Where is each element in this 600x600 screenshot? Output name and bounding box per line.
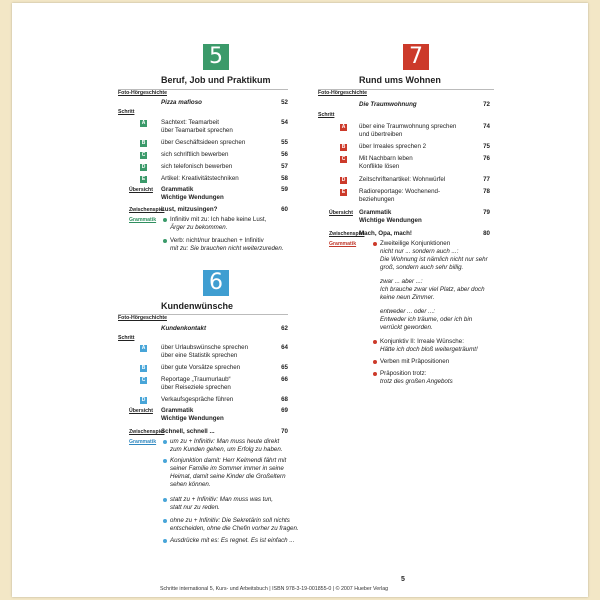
schritt-a-line1: Sachtext: Teamarbeit bbox=[161, 119, 220, 126]
uebersicht-line2: Wichtige Wendungen bbox=[161, 415, 224, 422]
lesson-5-title: Beruf, Job und Praktikum bbox=[161, 75, 271, 85]
zwischenspiel-page: 80 bbox=[483, 230, 490, 237]
schritt-a-line2: über Teamarbeit sprechen bbox=[161, 127, 233, 134]
schritt-c-line1: Mit Nachbarn leben bbox=[359, 155, 413, 162]
schritt-d-line1: sich telefonisch bewerben bbox=[161, 163, 233, 170]
schritt-c-icon: C bbox=[141, 152, 146, 158]
uebersicht-line2: Wichtige Wendungen bbox=[359, 217, 422, 224]
uebersicht-line1: Grammatik bbox=[161, 186, 194, 193]
grammatik-6-3-line2: statt nur zu reden. bbox=[170, 504, 220, 511]
schritt-e-icon: E bbox=[141, 176, 146, 182]
schritt-a-icon: A bbox=[141, 120, 146, 126]
zwischenspiel-label: Zwischenspiel bbox=[329, 231, 365, 237]
schritt-d-line1: Verkaufsgespräche führen bbox=[161, 396, 234, 403]
grammatik-7-1-line1: Zweiteilige Konjunktionen bbox=[380, 240, 451, 247]
bullet-icon bbox=[373, 242, 377, 246]
grammatik-label: Grammatik bbox=[329, 241, 357, 247]
page bbox=[12, 3, 588, 597]
foto-title: Kundenkontakt bbox=[161, 325, 207, 332]
schritt-c-page: 66 bbox=[281, 376, 288, 383]
grammatik-5-1-line2: Ärger zu bekommen. bbox=[170, 224, 228, 231]
grammatik-7-1-line3: Die Wohnung ist nämlich nicht nur sehr bbox=[380, 256, 488, 263]
uebersicht-label: Übersicht bbox=[129, 187, 153, 193]
schritt-a-line2: über eine Statistik sprechen bbox=[161, 352, 238, 359]
footer-text: Schritte international 5, Kurs- und Arbeitsbuch | ISBN 978-3-19-001855-0 | © 2007 Hueber Verlag bbox=[160, 586, 389, 592]
foto-label: Foto-Hörgeschichte bbox=[318, 90, 367, 96]
grammatik-6-3-line1: statt zu + Infinitiv: Man muss was tun, bbox=[170, 496, 273, 503]
grammatik-7-1-line5: zwar ... aber ...: bbox=[380, 278, 423, 285]
uebersicht-page: 59 bbox=[281, 186, 288, 193]
schritt-e-line1: Artikel: Kreativitätstechniken bbox=[161, 175, 239, 182]
schritt-a-icon: A bbox=[341, 124, 346, 130]
grammatik-7-2-line2: Hätte ich doch bloß weitergeträumt! bbox=[380, 346, 478, 353]
grammatik-6-2-line4: sehen können. bbox=[170, 481, 211, 488]
grammatik-7-1-line8: entweder ... oder ...: bbox=[380, 308, 436, 315]
grammatik-5-1-line1: Infinitiv mit zu: Ich habe keine Lust, bbox=[170, 216, 267, 223]
grammatik-7-4-line1: Präposition trotz: bbox=[380, 370, 427, 377]
bullet-icon bbox=[163, 440, 167, 444]
grammatik-5-2-line1: Verb: nicht/nur brauchen + Infinitiv bbox=[170, 237, 264, 244]
lesson-7-title: Rund ums Wohnen bbox=[359, 75, 441, 85]
bullet-icon bbox=[373, 360, 377, 364]
schritt-d-icon: D bbox=[341, 177, 346, 183]
grammatik-7-1-line6: Ich brauche zwar viel Platz, aber doch bbox=[380, 286, 485, 293]
grammatik-7-1-line7: keine neun Zimmer. bbox=[380, 294, 435, 301]
schritt-c-icon: C bbox=[141, 377, 146, 383]
schritt-a-line1: über eine Traumwohnung sprechen bbox=[359, 123, 457, 130]
grammatik-7-2-line1: Konjunktiv II: Irreale Wünsche: bbox=[380, 338, 464, 345]
bullet-icon bbox=[163, 519, 167, 523]
uebersicht-label: Übersicht bbox=[129, 408, 153, 414]
uebersicht-line2: Wichtige Wendungen bbox=[161, 194, 224, 201]
zwischenspiel-label: Zwischenspiel bbox=[129, 207, 165, 213]
schritt-b-line1: über Geschäftsideen sprechen bbox=[161, 139, 246, 146]
grammatik-7-1-line9: Entweder ich träume, oder ich bin bbox=[380, 316, 473, 323]
schritt-b-line1: über Irreales sprechen 2 bbox=[359, 143, 427, 150]
lesson-5-badge: 5 bbox=[203, 44, 229, 70]
bullet-icon bbox=[373, 340, 377, 344]
grammatik-7-1-line4: groß, sondern auch sehr billig. bbox=[380, 264, 464, 271]
schritt-e-icon: E bbox=[341, 189, 346, 195]
page-number: 5 bbox=[401, 576, 405, 583]
grammatik-7-1-line10: verrückt geworden. bbox=[380, 324, 433, 331]
schritt-c-icon: C bbox=[341, 156, 346, 162]
foto-label: Foto-Hörgeschichte bbox=[118, 315, 167, 321]
uebersicht-label: Übersicht bbox=[329, 210, 353, 216]
schritt-d-page: 57 bbox=[281, 163, 288, 170]
schritt-e-page: 58 bbox=[281, 175, 288, 182]
foto-title: Pizza mafioso bbox=[161, 99, 202, 106]
bullet-icon bbox=[163, 218, 167, 222]
lesson-6-badge: 6 bbox=[203, 270, 229, 296]
zwischenspiel-label: Zwischenspiel bbox=[129, 429, 165, 435]
schritt-e-line2: beziehungen bbox=[359, 196, 395, 203]
schritt-c-page: 76 bbox=[483, 155, 490, 162]
schritt-c-line1: Reportage „Traumurlaub“ bbox=[161, 376, 231, 383]
grammatik-label: Grammatik bbox=[129, 439, 157, 445]
uebersicht-line1: Grammatik bbox=[359, 209, 392, 216]
uebersicht-page: 69 bbox=[281, 407, 288, 414]
grammatik-7-4-line2: trotz des großen Angebots bbox=[380, 378, 453, 385]
schritt-c-page: 56 bbox=[281, 151, 288, 158]
schritt-b-line1: über gute Vorsätze sprechen bbox=[161, 364, 241, 371]
schritt-a-line1: über Urlaubswünsche sprechen bbox=[161, 344, 249, 351]
grammatik-6-2-line2: seiner Familie im Sommer immer in seine bbox=[170, 465, 284, 472]
bullet-icon bbox=[373, 372, 377, 376]
grammatik-6-2-line1: Konjunktion damit: Herr Kelmendi fährt mit bbox=[170, 457, 287, 464]
schritt-a-page: 54 bbox=[281, 119, 288, 126]
schritt-b-page: 75 bbox=[483, 143, 490, 150]
schritt-a-page: 74 bbox=[483, 123, 490, 130]
bullet-icon bbox=[163, 239, 167, 243]
bullet-icon bbox=[163, 498, 167, 502]
foto-page: 52 bbox=[281, 99, 288, 106]
grammatik-6-1-line1: um zu + Infinitiv: Man muss heute direkt bbox=[170, 438, 280, 445]
foto-label: Foto-Hörgeschichte bbox=[118, 90, 167, 96]
grammatik-6-4-line2: entscheiden, ohne die Chefin vorher zu fragen. bbox=[170, 525, 299, 532]
schritt-b-icon: B bbox=[141, 365, 146, 371]
schritt-d-line1: Zeitschriftenartikel: Wohnwürfel bbox=[359, 176, 446, 183]
schritt-b-page: 65 bbox=[281, 364, 288, 371]
grammatik-6-1-line2: zum Kunden gehen, um Erfolg zu haben. bbox=[170, 446, 283, 453]
schritt-b-icon: B bbox=[341, 144, 346, 150]
uebersicht-page: 79 bbox=[483, 209, 490, 216]
grammatik-6-4-line1: ohne zu + Infinitiv: Die Sekretärin soll nichts bbox=[170, 517, 290, 524]
schritt-d-icon: D bbox=[141, 397, 146, 403]
foto-page: 72 bbox=[483, 101, 490, 108]
grammatik-6-5-line1: Ausdrücke mit es: Es regnet. Es ist einfach ... bbox=[170, 537, 295, 544]
schritt-d-page: 68 bbox=[281, 396, 288, 403]
schritt-d-icon: D bbox=[141, 164, 146, 170]
schritt-c-line2: über Reiseziele sprechen bbox=[161, 384, 231, 391]
zwischenspiel-title: Mach, Opa, mach! bbox=[359, 230, 412, 237]
schritt-e-line1: Radioreportage: Wochenend- bbox=[359, 188, 441, 195]
schritt-label: Schritt bbox=[118, 335, 135, 341]
schritt-b-page: 55 bbox=[281, 139, 288, 146]
zwischenspiel-title: Lust, mitzusingen? bbox=[161, 206, 218, 213]
schritt-b-icon: B bbox=[141, 140, 146, 146]
bullet-icon bbox=[163, 459, 167, 463]
zwischenspiel-page: 60 bbox=[281, 206, 288, 213]
foto-page: 62 bbox=[281, 325, 288, 332]
grammatik-5-2-line2: mit zu: Sie brauchen nicht weiterzureden. bbox=[170, 245, 284, 252]
schritt-label: Schritt bbox=[318, 112, 335, 118]
grammatik-label: Grammatik bbox=[129, 217, 157, 223]
schritt-a-line2: und übertreiben bbox=[359, 131, 403, 138]
lesson-6-title: Kundenwünsche bbox=[161, 301, 234, 311]
schritt-a-icon: A bbox=[141, 345, 146, 351]
schritt-d-page: 77 bbox=[483, 176, 490, 183]
schritt-label: Schritt bbox=[118, 109, 135, 115]
lesson-7-badge: 7 bbox=[403, 44, 429, 70]
bullet-icon bbox=[163, 539, 167, 543]
zwischenspiel-page: 70 bbox=[281, 428, 288, 435]
schritt-e-page: 78 bbox=[483, 188, 490, 195]
schritt-a-page: 64 bbox=[281, 344, 288, 351]
grammatik-7-3-line1: Verben mit Präpositionen bbox=[380, 358, 450, 365]
schritt-c-line1: sich schriftlich bewerben bbox=[161, 151, 229, 158]
grammatik-7-1-line2: nicht nur ... sondern auch ...: bbox=[380, 248, 459, 255]
uebersicht-line1: Grammatik bbox=[161, 407, 194, 414]
zwischenspiel-title: Schnell, schnell ... bbox=[161, 428, 215, 435]
grammatik-6-2-line3: Heimat, damit seine Kinder die Großeltern bbox=[170, 473, 286, 480]
schritt-c-line2: Konflikte lösen bbox=[359, 163, 400, 170]
foto-title: Die Traumwohnung bbox=[359, 101, 417, 108]
